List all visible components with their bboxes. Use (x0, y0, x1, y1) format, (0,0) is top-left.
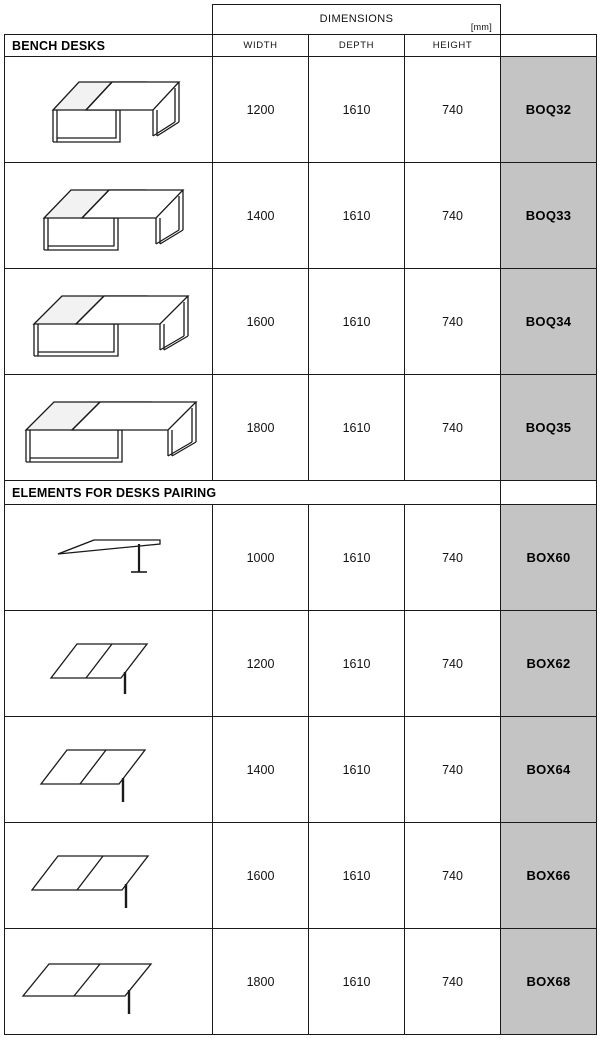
cell-height: 740 (405, 57, 501, 163)
cell-height: 740 (405, 929, 501, 1035)
bench-desk-double-icon (5, 269, 213, 375)
header-empty-code-cell (501, 5, 597, 35)
cell-product-code: BOX68 (501, 929, 597, 1035)
cell-width: 1200 (213, 57, 309, 163)
cell-product-code: BOQ35 (501, 375, 597, 481)
cell-product-code: BOX60 (501, 505, 597, 611)
section-title-elements-for-desks-pairing: ELEMENTS FOR DESKS PAIRING (5, 481, 501, 505)
cell-depth: 1610 (309, 717, 405, 823)
bench-desk-double-icon (5, 163, 213, 269)
cell-height: 740 (405, 717, 501, 823)
cell-height: 740 (405, 823, 501, 929)
table-row (5, 611, 597, 717)
cell-depth: 1610 (309, 611, 405, 717)
cell-product-code: BOQ32 (501, 57, 597, 163)
cell-depth: 1610 (309, 505, 405, 611)
column-header-depth: DEPTH (309, 35, 405, 57)
table-row (5, 823, 597, 929)
header-empty-image-cell (5, 5, 213, 35)
cell-width: 1000 (213, 505, 309, 611)
cell-product-code: BOQ34 (501, 269, 597, 375)
table-row (5, 505, 597, 611)
desk-pairing-narrow-icon (5, 505, 213, 611)
table-header-row-dimensions (5, 5, 597, 35)
table-row (5, 269, 597, 375)
cell-product-code: BOX64 (501, 717, 597, 823)
column-header-code (501, 35, 597, 57)
cell-width: 1200 (213, 611, 309, 717)
cell-height: 740 (405, 505, 501, 611)
section-title-bench-desks: BENCH DESKS (5, 35, 213, 57)
bench-desk-double-icon (5, 57, 213, 163)
cell-height: 740 (405, 375, 501, 481)
table-row (5, 929, 597, 1035)
cell-width: 1600 (213, 269, 309, 375)
header-dimensions-group (213, 5, 501, 35)
cell-width: 1800 (213, 929, 309, 1035)
product-specification-table (4, 4, 597, 1035)
cell-product-code: BOQ33 (501, 163, 597, 269)
cell-width: 1600 (213, 823, 309, 929)
column-header-width: WIDTH (213, 35, 309, 57)
cell-depth: 1610 (309, 375, 405, 481)
header-dimensions-label: DIMENSIONS (319, 13, 394, 25)
cell-product-code: BOX62 (501, 611, 597, 717)
cell-width: 1400 (213, 163, 309, 269)
cell-depth: 1610 (309, 269, 405, 375)
cell-height: 740 (405, 269, 501, 375)
desk-pairing-top-icon (5, 929, 213, 1035)
section-header-row (5, 481, 597, 505)
table-row (5, 717, 597, 823)
desk-pairing-top-icon (5, 717, 213, 823)
column-header-height: HEIGHT (405, 35, 501, 57)
table-row (5, 375, 597, 481)
cell-height: 740 (405, 611, 501, 717)
section-header-code-cell (501, 481, 597, 505)
cell-depth: 1610 (309, 163, 405, 269)
table-row (5, 57, 597, 163)
cell-depth: 1610 (309, 57, 405, 163)
header-unit-label: [mm] (470, 22, 493, 32)
desk-pairing-top-icon (5, 823, 213, 929)
cell-depth: 1610 (309, 929, 405, 1035)
cell-width: 1400 (213, 717, 309, 823)
cell-width: 1800 (213, 375, 309, 481)
cell-depth: 1610 (309, 823, 405, 929)
table-row (5, 163, 597, 269)
cell-product-code: BOX66 (501, 823, 597, 929)
desk-pairing-top-icon (5, 611, 213, 717)
table-subheader-row (5, 35, 597, 57)
cell-height: 740 (405, 163, 501, 269)
bench-desk-double-icon (5, 375, 213, 481)
